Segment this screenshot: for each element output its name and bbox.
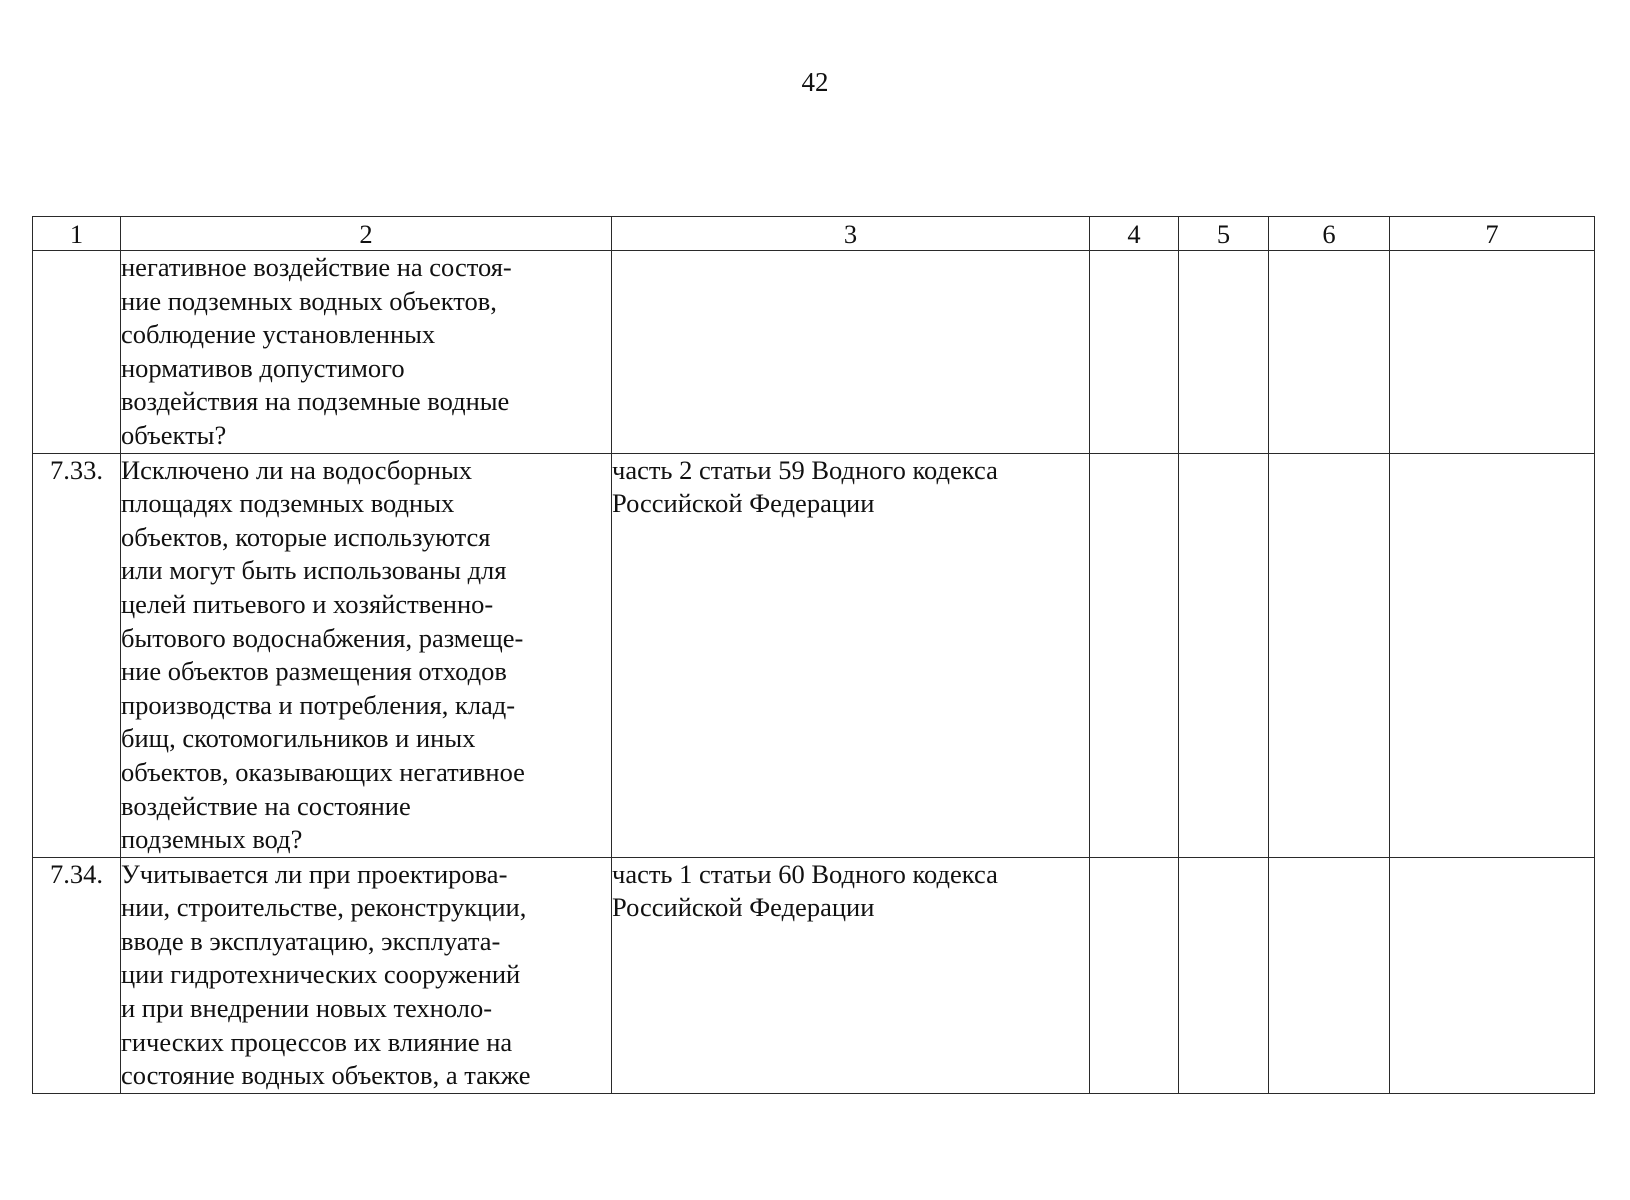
legal-basis-line: Российской Федерации: [612, 488, 875, 519]
row-number: 7.33.: [33, 453, 121, 857]
question-line: нии, строительстве, реконструкции,: [121, 892, 527, 923]
answer-cell-not-applicable[interactable]: [1269, 453, 1390, 857]
answer-cell-no[interactable]: [1179, 857, 1269, 1093]
column-header-3: 3: [612, 217, 1090, 251]
notes-cell[interactable]: [1390, 251, 1595, 454]
answer-cell-yes[interactable]: [1090, 453, 1179, 857]
notes-cell[interactable]: [1390, 857, 1595, 1093]
question-line: Исключено ли на водосборных: [121, 454, 473, 485]
answer-cell-yes[interactable]: [1090, 857, 1179, 1093]
question-line: воздействие на состояние: [121, 790, 411, 821]
question-line: объекты?: [121, 419, 227, 450]
answer-cell-no[interactable]: [1179, 251, 1269, 454]
column-header-4: 4: [1090, 217, 1179, 251]
question-line: и при внедрении новых техноло-: [121, 993, 493, 1024]
answer-cell-yes[interactable]: [1090, 251, 1179, 454]
question-line: или могут быть использованы для: [121, 555, 507, 586]
column-header-5: 5: [1179, 217, 1269, 251]
column-header-2: 2: [121, 217, 612, 251]
legal-basis-cell: [612, 251, 1090, 454]
checklist-table: [32, 216, 1595, 1094]
question-line: нормативов допустимого: [121, 352, 405, 383]
question-line: негативное воздействие на состоя-: [121, 252, 512, 282]
question-line: Учитывается ли при проектирова-: [121, 858, 508, 889]
question-line: ции гидротехнических сооружений: [121, 959, 521, 990]
table-row: [33, 857, 1595, 1093]
question-line: воздействия на подземные водные: [121, 386, 510, 417]
question-cell: [121, 453, 612, 857]
answer-cell-not-applicable[interactable]: [1269, 251, 1390, 454]
question-line: ние объектов размещения отходов: [121, 656, 507, 687]
table-row: [33, 251, 1595, 454]
page-number: 42: [801, 67, 829, 97]
column-header-1: 1: [33, 217, 121, 251]
legal-basis-cell: [612, 857, 1090, 1093]
column-header-7: 7: [1390, 217, 1595, 251]
question-line: целей питьевого и хозяйственно-: [121, 588, 494, 619]
question-line: ние подземных водных объектов,: [121, 285, 497, 316]
question-cell: [121, 857, 612, 1093]
question-cell: [121, 251, 612, 454]
question-line: бищ, скотомогильников и иных: [121, 723, 476, 754]
row-number: [33, 251, 121, 454]
answer-cell-not-applicable[interactable]: [1269, 857, 1390, 1093]
legal-basis-line: Российской Федерации: [612, 892, 875, 923]
legal-basis-line: часть 2 статьи 59 Водного кодекса: [612, 454, 998, 485]
table-row: [33, 453, 1595, 857]
notes-cell[interactable]: [1390, 453, 1595, 857]
table-header-row: [33, 217, 1595, 251]
question-line: производства и потребления, клад-: [121, 689, 516, 720]
row-number: 7.34.: [33, 857, 121, 1093]
legal-basis-cell: [612, 453, 1090, 857]
question-line: площадях подземных водных: [121, 488, 455, 519]
question-line: состояние водных объектов, а также: [121, 1060, 531, 1091]
question-line: вводе в эксплуатацию, эксплуата-: [121, 925, 501, 956]
question-line: соблюдение установленных: [121, 319, 436, 350]
question-line: бытового водоснабжения, размеще-: [121, 622, 524, 653]
column-header-6: 6: [1269, 217, 1390, 251]
question-line: подземных вод?: [121, 824, 303, 855]
question-line: объектов, которые используются: [121, 521, 491, 552]
answer-cell-no[interactable]: [1179, 453, 1269, 857]
question-line: объектов, оказывающих негативное: [121, 756, 525, 787]
legal-basis-line: часть 1 статьи 60 Водного кодекса: [612, 858, 998, 889]
question-line: гических процессов их влияние на: [121, 1026, 513, 1057]
